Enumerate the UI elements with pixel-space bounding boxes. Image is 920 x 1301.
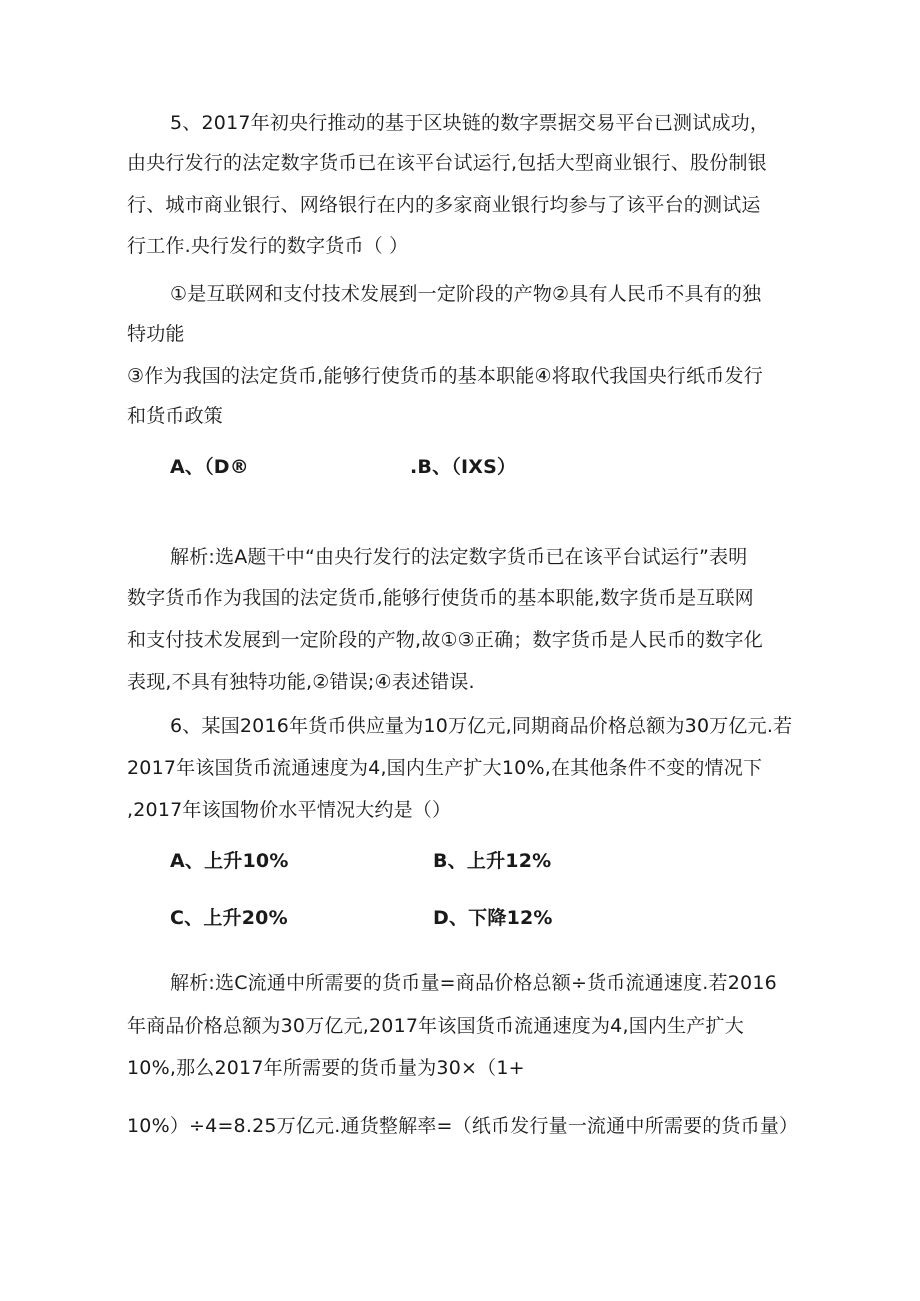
q5-analysis-line-4: 表现,不具有独特功能,②错误;④表述错误. [127,671,475,693]
q6-analysis-line-1: 解析:选C流通中所需要的货币量=商品价格总额÷货币流通速度.若2016 [170,972,777,994]
q5-statement-line-4: 和货币政策 [127,405,224,427]
q6-option-c: C、上升20% [170,907,288,929]
q6-option-d: D、下降12% [433,907,553,929]
q6-analysis-line-4: 10%）÷4=8.25万亿元.通货整解率=（纸币发行量一流通中所需要的货币量） [127,1115,799,1137]
q6-stem-line-1: 6、某国2016年货币供应量为10万亿元,同期商品价格总额为30万亿元.若 [170,715,793,737]
q6-stem-line-3: ,2017年该国物价水平情况大约是（） [127,799,452,821]
q6-option-b: B、上升12% [433,850,552,872]
q5-analysis-line-1: 解析:选A题干中“由央行发行的法定数字货币已在该平台试运行”表明 [170,546,748,568]
q5-analysis-line-2: 数字货币作为我国的法定货币,能够行使货币的基本职能,数字货币是互联网 [127,587,754,609]
q5-statement-line-3: ③作为我国的法定货币,能够行使货币的基本职能④将取代我国央行纸币发行 [127,365,763,387]
q6-analysis-line-3: 10%,那么2017年所需要的货币量为30×（1+ [127,1057,525,1079]
q5-option-b: .B、（IXS） [410,456,517,478]
q6-option-a: A、上升10% [170,850,289,872]
q5-analysis-line-3: 和支付技术发展到一定阶段的产物,故①③正确；数字货币是人民币的数字化 [127,629,763,651]
q5-option-a: A、（D® [170,456,249,478]
q6-stem-line-2: 2017年该国货币流通速度为4,国内生产扩大10%,在其他条件不变的情况下 [127,757,763,779]
q5-stem-line-4: 行工作.央行发行的数字货币（ ） [127,235,409,257]
q6-analysis-line-2: 年商品价格总额为30万亿元,2017年该国货币流通速度为4,国内生产扩大 [127,1015,744,1037]
q5-stem-line-2: 由央行发行的法定数字货币已在该平台试运行,包括大型商业银行、股份制银 [127,152,767,174]
q5-stem-line-3: 行、城市商业银行、网络银行在内的多家商业银行均参与了该平台的测试运 [127,194,761,216]
q5-statement-line-1: ①是互联网和支付技术发展到一定阶段的产物②具有人民币不具有的独 [170,283,762,305]
q5-statement-line-2: 特功能 [127,323,185,345]
q5-stem-line-1: 5、2017年初央行推动的基于区块链的数字票据交易平台已测试成功， [170,112,770,134]
